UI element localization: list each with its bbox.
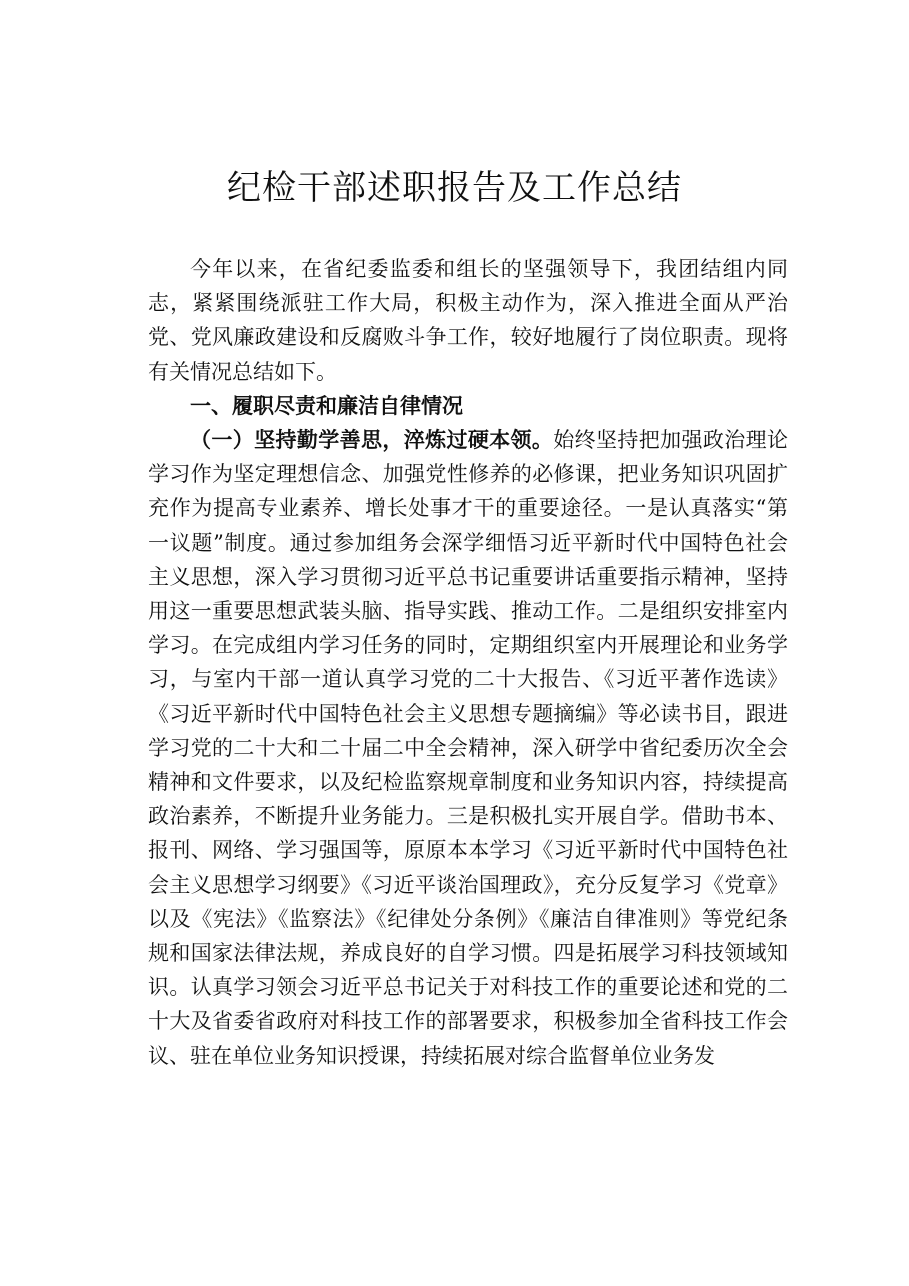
subsection-heading-1: （一）坚持勤学善思，淬炼过硬本领。 [190,428,554,453]
intro-paragraph: 今年以来，在省纪委监委和组长的坚强领导下，我团结组内同志，紧紧围绕派驻工作大局，积极主动作为，深入推进全面从严治党、党风廉政建设和反腐败斗争工作，较好地履行了岗位职责。现将有关情况总结如下。 [148,257,788,384]
document-title: 纪检干部述职报告及工作总结 [227,168,682,208]
subsection-paragraph-1 [148,423,788,1073]
section-heading-1: 一、履职尽责和廉洁自律情况 [190,393,463,418]
document-body [148,252,788,1073]
subsection-body-1: 始终坚持把加强政治理论学习作为坚定理想信念、加强党性修养的必修课，把业务知识巩固扩充作为提高专业素养、增长处事才干的重要途径。一是认真落实“第一议题”制度。通过参加组务会深学细悟习近平新时代中国特色社会主义思想，深入学习贯彻习近平总书记重要讲话重要指示精神，坚持用这一重要思想武装头脑、指导实践、推动工作。二是组织安排室内学习。在完成组内学习任务的同时，定期组织室内开展理论和业务学习，与室内干部一道认真学习党的二十大报告、《习近平著作选读》《习近平新时代中国特色社会主义思想专题摘编》等必读书目，跟进学习党的二十大和二十届二中全会精神，深入研学中省纪委历次全会精神和文件要求，以及纪检监察规章制度和业务知识内容，持续提高政治素养，不断提升业务能力。三是积极扎实开展自学。借助书本、报刊、网络、学习强国等，原原本本学习《习近平新时代中国特色社会主义思想学习纲要》《习近平谈治国理政》，充分反复学习《党章》以及《宪法》《监察法》《纪律处分条例》《廉洁自律准则》等党纪条规和国家法律法规，养成良好的自学习惯。四是拓展学习科技领域知识。认真学习领会习近平总书记关于对科技工作的重要论述和党的二十大及省委省政府对科技工作的部署要求，积极参加全省科技工作会议、驻在单位业务知识授课，持续拓展对综合监督单位业务发 [148,428,788,1068]
